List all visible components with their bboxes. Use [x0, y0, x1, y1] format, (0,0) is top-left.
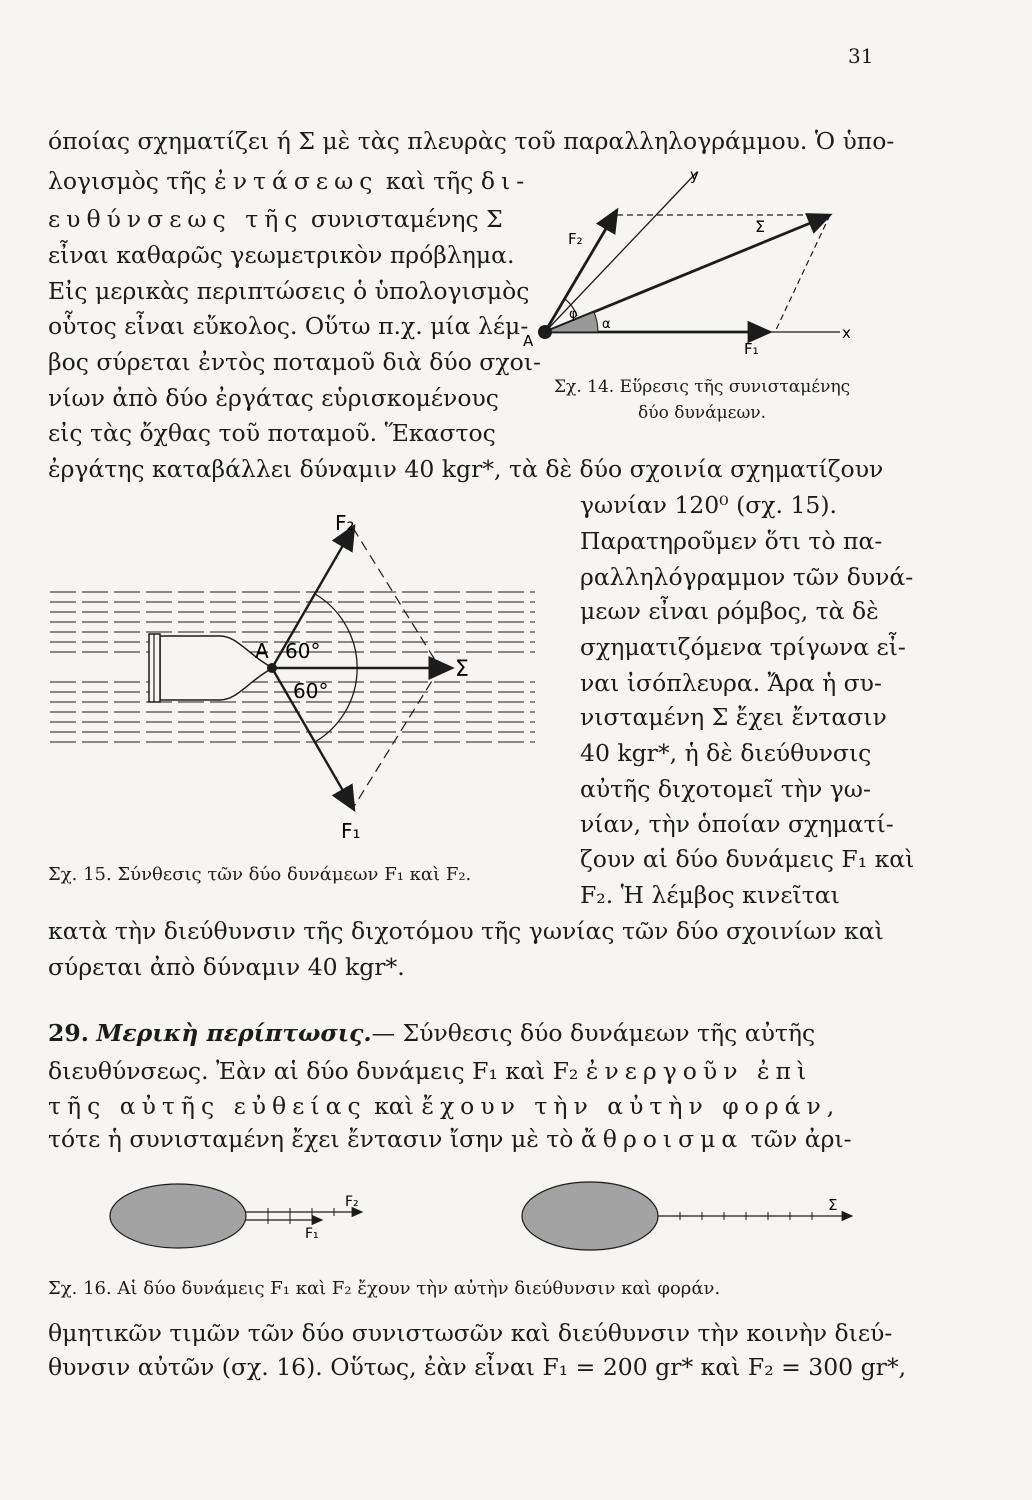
point-a — [538, 325, 552, 339]
text-line: κατὰ τὴν διεύθυνσιν τῆς διχοτόμου τῆς γωνίας τῶν δύο σχοινίων καὶ — [48, 917, 884, 945]
text-line: ναι ἰσόπλευρα. Ἄρα ἡ συ- — [580, 669, 882, 697]
text-line: ραλληλόγραμμον τῶν δυνά- — [580, 563, 914, 591]
f2-vector — [545, 210, 617, 332]
y-axis — [545, 172, 697, 332]
text-line: ζουν αἱ δύο δυνάμεις F₁ καὶ — [580, 845, 915, 873]
label-x: x — [842, 324, 851, 342]
figure-14-caption-2: δύο δυνάμεων. — [638, 403, 767, 423]
dashed-line — [775, 215, 830, 332]
label-y: y — [690, 166, 699, 184]
figure-15-caption: Σχ. 15. Σύνθεσις τῶν δύο δυνάμεων F₁ καὶ F₂. — [48, 864, 472, 885]
boat-right — [522, 1182, 658, 1250]
text-line: F₂. Ἡ λέμβος κινεῖται — [580, 881, 840, 909]
figure-15 — [45, 500, 555, 860]
label-sigma: Σ — [755, 217, 766, 236]
label-sigma: Σ — [455, 657, 469, 682]
text-line: Παρατηροῦμεν ὅτι τὸ πα- — [580, 527, 883, 555]
figure-16 — [100, 1180, 880, 1280]
label-f2: F₂ — [345, 1194, 359, 1210]
text-line: όποίας σχηματίζει ή Σ μὲ τὰς πλευρὰς τοῦ παραλληλογράμμου. Ὁ ὑπο- — [48, 127, 895, 155]
figure-14-caption: Σχ. 14. Εὕρεσις τῆς συνισταμένης — [554, 377, 851, 397]
text-line: εἶναι καθαρῶς γεωμετρικὸν πρόβλημα. — [48, 241, 515, 269]
text-line: ευθύνσεως τῆς συνισταμένης Σ — [48, 205, 503, 233]
text-line: σχηματιζόμενα τρίγωνα εἶ- — [580, 633, 906, 661]
label-a: A — [255, 639, 269, 663]
page-number: 31 — [848, 44, 874, 68]
text-line: νίων ἀπὸ δύο ἐργάτας εὑρισκομένους — [48, 384, 499, 412]
text-line: αὐτῆς διχοτομεῖ τὴν γω- — [580, 775, 871, 803]
label-phi: φ — [569, 307, 578, 322]
dashed-line — [353, 668, 440, 808]
label-f2: F₂ — [568, 230, 583, 248]
text-line: 40 kgr*, ἡ δὲ διεύθυνσις — [580, 739, 872, 767]
text-line: σύρεται ἀπὸ δύναμιν 40 kgr*. — [48, 953, 405, 981]
text-line: βος σύρεται ἐντὸς ποταμοῦ διὰ δύο σχοι- — [48, 348, 541, 376]
text-line: εἰς τὰς ὄχθας τοῦ ποταμοῦ. Ἕκαστος — [48, 419, 496, 447]
text-line: γωνίαν 120⁰ (σχ. 15). — [580, 491, 838, 519]
dashed-line — [353, 528, 440, 668]
label-alpha: α — [602, 317, 611, 332]
boat-left — [110, 1184, 246, 1248]
label-f1: F₁ — [744, 340, 759, 358]
label-sigma: Σ — [828, 1196, 838, 1214]
text-line: λογισμὸς τῆς ἐντάσεως καὶ τῆς δι- — [48, 167, 531, 195]
label-f1: F₁ — [305, 1226, 319, 1242]
text-line: Εἰς μερικὰς περιπτώσεις ὁ ὑπολογισμὸς — [48, 277, 530, 305]
angle-top: 60° — [285, 639, 321, 663]
text-line: νίαν, τὴν ὁποίαν σχηματί- — [580, 810, 894, 838]
angle-bottom: 60° — [293, 679, 329, 703]
label-f2: F₂ — [335, 511, 355, 535]
text-line: θμητικῶν τιμῶν τῶν δύο συνιστωσῶν καὶ διεύθυνσιν τὴν κοινὴν διεύ- — [48, 1319, 893, 1347]
text-line: τῆς αὐτῆς εὐθείας καὶ ἔχουν τὴν αὐτὴν φοράν, — [48, 1092, 841, 1120]
section-heading: 29. Μερικὴ περίπτωσις.— Σύνθεσις δύο δυνάμεων τῆς αὐτῆς — [48, 1019, 816, 1047]
text-line: θυνσιν αὐτῶν (σχ. 16). Οὕτως, ἐὰν εἶναι F₁ = 200 gr* καὶ F₂ = 300 gr*, — [48, 1353, 907, 1381]
text-line: τότε ἡ συνισταμένη ἔχει ἔντασιν ἴσην μὲ τὸ ἄθροισμα τῶν ἀρι- — [48, 1125, 852, 1153]
text-line: διευθύνσεως. Ἐὰν αἱ δύο δυνάμεις F₁ καὶ F₂ ἐνεργοῦν ἐπὶ — [48, 1057, 813, 1085]
label-a: A — [523, 332, 534, 350]
label-f1: F₁ — [341, 819, 361, 843]
text-line: νισταμένη Σ ἔχει ἔντασιν — [580, 703, 887, 731]
point-a — [267, 663, 277, 673]
figure-16-caption: Σχ. 16. Αἱ δύο δυνάμεις F₁ καὶ F₂ ἔχουν τὴν αὐτὴν διεύθυνσιν καὶ φοράν. — [48, 1278, 721, 1299]
figure-14 — [520, 160, 880, 380]
text-line: ἐργάτης καταβάλλει δύναμιν 40 kgr*, τὰ δὲ δύο σχοινία σχηματίζουν — [48, 455, 884, 483]
text-line: οὗτος εἶναι εὔκολος. Οὕτω π.χ. μία λέμ- — [48, 312, 529, 340]
text-line: μεων εἶναι ρόμβος, τὰ δὲ — [580, 597, 879, 625]
